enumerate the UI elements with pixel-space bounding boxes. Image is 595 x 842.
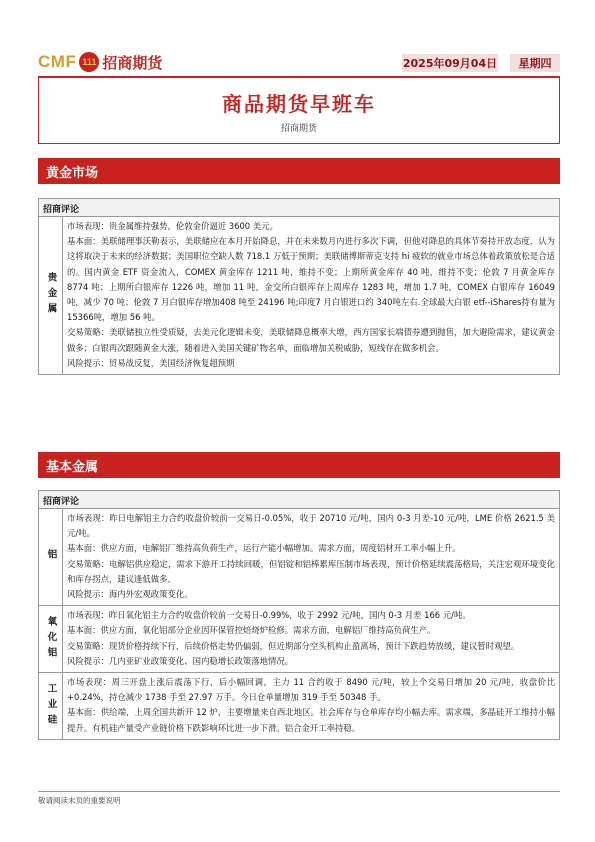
trading-strategy: 交易策略：电解铝供应稳定，需求下游开工持续回暖，但铝锭和铝棒累库压制市场表现，预计价格延续震荡格局，关注宏观环境变化和库存拐点，建议逢低做多。 (67, 558, 555, 584)
risk-warning: 风险提示：海内外宏观政策变化。 (67, 589, 193, 600)
page-title: 商品期货早班车 (222, 92, 376, 116)
table-row (39, 217, 559, 374)
title-box (38, 78, 560, 144)
row-label: 铝 (39, 509, 63, 605)
market-performance: 市场表现：贵金属维持强势，伦敦金价逼近 3600 美元。 (67, 221, 278, 231)
company-logo (38, 50, 162, 74)
trading-strategy: 交易策略：美联储独立性受质疑，去美元化逻辑未变，美联储降息概率大增，西方国家长端债券遭到抛售，加大避险需求，建议黄金做多；白银再次跟随黄金大涨，随着进入美国关键矿物名单，面临增加关税威胁，短线存在做多机会。 (67, 327, 555, 353)
row-label: 工业硅 (39, 673, 63, 739)
report-weekday: 星期四 (510, 54, 560, 72)
logo-mark-icon: 111 (79, 52, 99, 72)
row-label: 氧化铝 (39, 606, 63, 672)
fundamentals: 基本面：供应方面，氧化铝部分企业因环保管控焙烧炉检修。需求方面，电解铝厂维持高负荷生产。 (67, 625, 436, 636)
market-performance: 市场表现：昨日氧化铝主力合约收盘价较前一交易日-0.99%，收于 2992 元/吨，国内 0-3 月差 166 元/吨。 (67, 610, 471, 621)
footnote: 敬请阅读末页的重要说明 (38, 791, 560, 806)
row-body (63, 606, 559, 672)
report-header (38, 50, 560, 74)
fundamentals: 基本面：美联储理事沃勒表示，美联储应在本月开始降息，并在未来数月内进行多次下调，但他对降息的具体节奏持开放态度，认为这将取决于未来的经济数据；美国职位空缺人数 718.1 万低于预期；美联储博斯蒂克支持 hi 疲软的就业市场总体着政策放松是合适的。国内黄金 ETF 资金流入，COMEX 黄金库存 1211 吨，维持不变；上期所黄金库存 40 吨，维持不变；伦敦 7 月黄金库存 8774 吨；上期所白银库存 1226 吨，增加 11 吨，金交所白银库存上周库存 1283 吨，增加 1.7 吨，COMEX 白银库存 16049 吨，减少 70 吨；伦敦 7 月白银库存增加408 吨至 24196 吨;印度7 月白银进口约 340吨左右.全球最大白银 etf--iShares持有量为 15366吨，增加 56 吨。 (67, 236, 555, 323)
market-performance: 市场表现：周三开盘上涨后震荡下行，后小幅回调，主力 11 合约收于 8490 元/吨，较上个交易日增加 20 元/吨，收盘价比+0.24%，持仓减少 1738 手至 27.97 万手。今日仓单量增加 319 手至 50348 手。 (67, 677, 555, 703)
risk-warning: 风险提示：贸易战反复，美国经济恢复超预期 (67, 357, 235, 368)
fundamentals: 基本面：供给端，上周全国共新开 12 炉，主要增量来自西北地区。社会库存与仓单库存均小幅去库。需求端，多晶硅开工维持小幅提升。有机硅产量受产业链价格下跌影响环比进一步下滑。铝合金开工率持稳。 (67, 707, 555, 733)
fundamentals: 基本面：供应方面，电解铝厂维持高负荷生产，运行产能小幅增加。需求方面，周度铝材开工率小幅上升。 (67, 543, 461, 554)
row-label: 贵金属 (39, 217, 63, 374)
row-body (63, 509, 559, 605)
table-row (39, 606, 559, 673)
logo-cmf-text: CMF (38, 52, 77, 71)
base-metals-commentary-table (38, 490, 560, 740)
table-row (39, 673, 559, 739)
page-subtitle: 招商期货 (280, 124, 317, 134)
trading-strategy: 交易策略：现货价格持续下行，后续价格走势仍偏弱，但近期部分空头机构止盈离场，预计下跌趋势放缓，建议暂时观望。 (67, 640, 520, 651)
section-header-base-metals (38, 452, 560, 478)
risk-warning: 风险提示：几内亚矿业政策变化、国内稳增长政策落地情况。 (67, 655, 294, 666)
report-date: 2025年09月04日 (402, 54, 498, 72)
table-header: 招商评论 (39, 491, 559, 509)
gold-commentary-table (38, 198, 560, 375)
row-body (63, 673, 559, 739)
market-performance: 市场表现：昨日电解铝主力合约收盘价较前一交易日-0.05%，收于 20710 元/吨，国内 0-3 月差-10 元/吨，LME 价格 2621.5 美元/吨。 (67, 513, 555, 539)
section-title: 黄金市场 (46, 166, 99, 181)
table-header: 招商评论 (39, 199, 559, 217)
row-body (63, 217, 559, 374)
section-title: 基本金属 (46, 460, 99, 475)
logo-cn-text: 招商期货 (102, 53, 163, 72)
table-row (39, 509, 559, 606)
section-header-gold (38, 158, 560, 184)
